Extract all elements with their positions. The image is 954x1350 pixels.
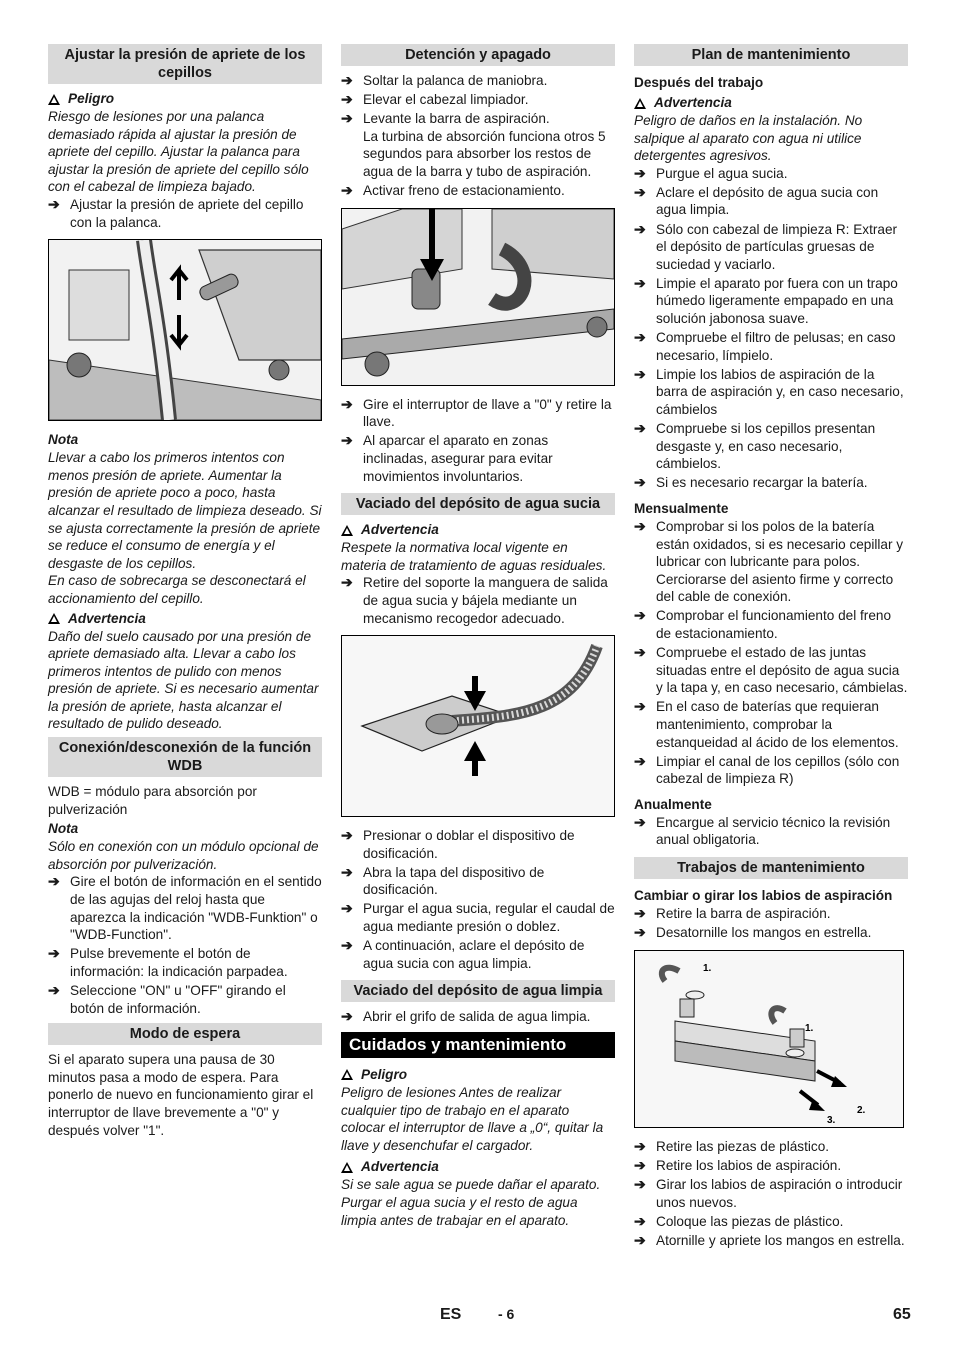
figure-drain-hose bbox=[341, 635, 615, 817]
step-item bbox=[48, 945, 322, 980]
step-text: Limpie el aparato por fuera con un trapo húmedo ligeramente empapado en una solución jabonosa suave. bbox=[656, 275, 898, 327]
step-text: Purgue el agua sucia. bbox=[656, 165, 788, 181]
step-item bbox=[634, 814, 908, 849]
parking-brake-illustration bbox=[342, 209, 614, 385]
arrow-right-icon: ➔ bbox=[634, 1212, 646, 1229]
step-list bbox=[634, 518, 908, 788]
section-title-clean-water: Vaciado del depósito de agua limpia bbox=[341, 980, 615, 1002]
arrow-right-icon: ➔ bbox=[341, 432, 353, 449]
note-label: Nota bbox=[48, 821, 79, 837]
note-label: Nota bbox=[48, 432, 79, 448]
step-item bbox=[341, 864, 615, 899]
arrow-right-icon: ➔ bbox=[341, 827, 353, 844]
step-item bbox=[341, 72, 615, 90]
arrow-right-icon: ➔ bbox=[341, 863, 353, 880]
column-right bbox=[634, 44, 908, 1251]
section-title-stop: Detención y apagado bbox=[341, 44, 615, 66]
step-text: Activar freno de estacionamiento. bbox=[363, 183, 565, 199]
wdb-definition: WDB = módulo para absorción por pulverización bbox=[48, 784, 257, 817]
arrow-right-icon: ➔ bbox=[634, 698, 646, 715]
step-item bbox=[634, 1138, 908, 1156]
arrow-right-icon: ➔ bbox=[634, 164, 646, 181]
step-item bbox=[341, 432, 615, 485]
column-middle bbox=[341, 44, 615, 1229]
step-text: Ajustar la presión de apriete del cepillo con la palanca. bbox=[70, 196, 304, 230]
step-item bbox=[634, 644, 908, 697]
step-item bbox=[341, 1008, 615, 1026]
danger-text: Riesgo de lesiones por una palanca demasiado rápida al ajustar la presión de apriete del cepillo. Ajustar la palanca para ajustar la presión de apriete del cepillo sólo con el cabezal de limpieza bajado. bbox=[48, 109, 309, 195]
note-text-overload: En caso de sobrecarga se desconectará el accionamiento del cepillo. bbox=[48, 573, 306, 606]
step-text: Seleccione "ON" u "OFF" girando el botón de información. bbox=[70, 983, 286, 1016]
step-item bbox=[634, 905, 908, 923]
figure-parking-brake bbox=[341, 208, 615, 386]
note-text: Sólo en conexión con un módulo opcional de absorción por pulverización. bbox=[48, 839, 319, 872]
step-list bbox=[341, 574, 615, 627]
step-item bbox=[634, 607, 908, 642]
standby-text: Si el aparato supera una pausa de 30 minutos pasa a modo de espera. Para ponerlo de nuevo en funcionamiento girar el interruptor de llave brevemente a "0" y después volver "1". bbox=[48, 1052, 314, 1138]
step-text: Limpie los labios de aspiración de la barra de aspiración y, en caso necesario, cámbielos bbox=[656, 366, 904, 417]
danger-label: Peligro bbox=[48, 90, 322, 108]
step-text: Abrir el grifo de salida de agua limpia. bbox=[363, 1009, 591, 1025]
step-text: Encargue al servicio técnico la revisión anual obligatoria. bbox=[656, 814, 891, 848]
arrow-right-icon: ➔ bbox=[634, 420, 646, 437]
arrow-right-icon: ➔ bbox=[48, 945, 60, 962]
step-text: Pulse brevemente el botón de información: la indicación parpadea. bbox=[70, 946, 288, 979]
callout-2: 2. bbox=[857, 1104, 866, 1116]
step-text: En el caso de baterías que requieran mantenimiento, comprobar la estanqueidad al ácido de los elementos. bbox=[656, 699, 899, 750]
step-text: Retire la barra de aspiración. bbox=[656, 906, 831, 922]
footer-local-page: - 6 bbox=[498, 1306, 515, 1322]
step-list bbox=[341, 1008, 615, 1026]
arrow-right-icon: ➔ bbox=[634, 274, 646, 291]
section-title-brush-pressure: Ajustar la presión de apriete de los cepillos bbox=[48, 44, 322, 84]
arrow-right-icon: ➔ bbox=[341, 900, 353, 917]
column-left bbox=[48, 44, 322, 1139]
danger-text: Peligro de lesiones Antes de realizar cualquier tipo de trabajo en el aparato colocar el interruptor de llave a „0“, quitar la llave y desenchufar el cargador. bbox=[341, 1084, 604, 1153]
footer-language: ES bbox=[440, 1306, 462, 1323]
warning-triangle-icon bbox=[341, 1069, 353, 1080]
section-title-standby: Modo de espera bbox=[48, 1023, 322, 1045]
warning-label: Advertencia bbox=[634, 94, 908, 112]
step-list bbox=[634, 814, 908, 849]
warning-triangle-icon bbox=[48, 94, 60, 105]
arrow-right-icon: ➔ bbox=[634, 752, 646, 769]
subheading-monthly: Mensualmente bbox=[634, 500, 729, 516]
step-text: Coloque las piezas de plástico. bbox=[656, 1213, 844, 1229]
step-item bbox=[634, 184, 908, 219]
arrow-right-icon: ➔ bbox=[48, 195, 60, 212]
step-item bbox=[341, 396, 615, 431]
note-text: Llevar a cabo los primeros intentos con menos presión de apriete. Aumentar la presión de apriete poco a poco, hasta alcanzar el resultado de limpieza deseado. Si se ajusta correctamente la presión de apriete se reduce el consumo de energía y el desgaste de los cepillos. bbox=[48, 450, 322, 571]
figure-brush-lever bbox=[48, 239, 322, 421]
step-text: Girar los labios de aspiración o introducir unos nuevos. bbox=[656, 1176, 903, 1210]
step-text: Retire del soporte la manguera de salida de agua sucia y bájela mediante un mecanismo recogedor adecuado. bbox=[363, 575, 608, 626]
step-item bbox=[634, 1157, 908, 1175]
step-list bbox=[634, 905, 908, 942]
step-item bbox=[634, 221, 908, 274]
step-text: Compruebe si los cepillos presentan desgaste y, en caso necesario, cámbielos. bbox=[656, 421, 876, 472]
step-text: Compruebe el estado de las juntas situadas entre el depósito de agua sucia y la tapa y, en caso necesario, cámbielas. bbox=[656, 645, 908, 696]
arrow-right-icon: ➔ bbox=[341, 937, 353, 954]
arrow-right-icon: ➔ bbox=[634, 1231, 646, 1248]
warning-text: Respete la normativa local vigente en materia de tratamiento de aguas residuales. bbox=[341, 540, 607, 573]
step-item bbox=[634, 275, 908, 328]
danger-label: Peligro bbox=[341, 1066, 615, 1084]
step-list bbox=[634, 165, 908, 492]
step-text: Soltar la palanca de maniobra. bbox=[363, 73, 548, 88]
warning-triangle-icon bbox=[48, 613, 60, 624]
arrow-right-icon: ➔ bbox=[634, 474, 646, 491]
step-item bbox=[634, 474, 908, 492]
arrow-right-icon: ➔ bbox=[341, 395, 353, 412]
arrow-right-icon: ➔ bbox=[634, 607, 646, 624]
step-text: A continuación, aclare el depósito de agua sucia con agua limpia. bbox=[363, 938, 585, 971]
chapter-title: Cuidados y mantenimiento bbox=[341, 1032, 615, 1058]
section-title-wdb: Conexión/desconexión de la función WDB bbox=[48, 737, 322, 777]
step-item bbox=[634, 165, 908, 183]
step-item bbox=[634, 329, 908, 364]
step-list bbox=[341, 827, 615, 972]
drain-hose-illustration bbox=[342, 636, 614, 816]
step-text: Limpiar el canal de los cepillos (sólo con cabezal de limpieza R) bbox=[656, 753, 900, 787]
step-text: Presionar o doblar el dispositivo de dosificación. bbox=[363, 828, 575, 861]
section-title-dirty-water: Vaciado del depósito de agua sucia bbox=[341, 493, 615, 515]
arrow-right-icon: ➔ bbox=[634, 1175, 646, 1192]
step-item bbox=[341, 937, 615, 972]
footer-page-number: 65 bbox=[893, 1306, 911, 1323]
step-item bbox=[634, 1232, 908, 1250]
step-list bbox=[48, 873, 322, 1017]
subheading-after-work: Después del trabajo bbox=[634, 75, 764, 90]
step-text: Comprobar el funcionamiento del freno de estacionamiento. bbox=[656, 608, 892, 642]
step-list bbox=[341, 72, 615, 200]
step-text: Desatornille los mangos en estrella. bbox=[656, 925, 872, 941]
step-text: Levante la barra de aspiración. La turbina de absorción funciona otros 5 segundos para absorber los restos de agua de la barra y tubo de aspiración. bbox=[363, 111, 606, 179]
subheading-yearly: Anualmente bbox=[634, 796, 712, 812]
step-text: Compruebe el filtro de pelusas; en caso necesario, límpielo. bbox=[656, 330, 896, 363]
step-text: Comprobar si los polos de la batería están oxidados, si es necesario cepillar y lubricar con lubricante para polos. Cerciorarse del asiento firme y correcto del cable de conexión. bbox=[656, 518, 904, 605]
step-text: Purgar el agua sucia, regular el caudal de agua mediante presión o doblez. bbox=[363, 901, 615, 935]
step-item bbox=[341, 827, 615, 862]
step-item bbox=[634, 420, 908, 473]
arrow-right-icon: ➔ bbox=[341, 72, 353, 88]
squeegee-illustration bbox=[635, 951, 903, 1127]
section-title-maintenance-plan: Plan de mantenimiento bbox=[634, 44, 908, 66]
step-item bbox=[341, 182, 615, 200]
step-item bbox=[634, 924, 908, 942]
arrow-right-icon: ➔ bbox=[634, 644, 646, 661]
arrow-right-icon: ➔ bbox=[634, 1156, 646, 1173]
arrow-right-icon: ➔ bbox=[634, 220, 646, 237]
step-text: Aclare el depósito de agua sucia con agua limpia. bbox=[656, 184, 879, 218]
callout-3: 3. bbox=[827, 1114, 836, 1126]
arrow-right-icon: ➔ bbox=[48, 873, 60, 890]
callout-1: 1. bbox=[805, 1022, 814, 1034]
arrow-right-icon: ➔ bbox=[341, 110, 353, 127]
step-item bbox=[634, 518, 908, 606]
warning-text: Si se sale agua se puede dañar el aparato. Purgar el agua sucia y el resto de agua limpia antes de trabajar en el aparato. bbox=[341, 1177, 601, 1228]
step-text: Elevar el cabezal limpiador. bbox=[363, 92, 529, 108]
step-item bbox=[341, 110, 615, 180]
arrow-right-icon: ➔ bbox=[341, 182, 353, 199]
arrow-right-icon: ➔ bbox=[48, 982, 60, 998]
arrow-right-icon: ➔ bbox=[634, 813, 646, 830]
step-text: Retire los labios de aspiración. bbox=[656, 1157, 842, 1173]
step-item bbox=[634, 753, 908, 788]
figure-squeegee bbox=[634, 950, 904, 1128]
step-item bbox=[48, 873, 322, 943]
arrow-right-icon: ➔ bbox=[341, 91, 353, 108]
step-item bbox=[634, 1176, 908, 1211]
step-item bbox=[341, 574, 615, 627]
arrow-right-icon: ➔ bbox=[634, 365, 646, 382]
step-list bbox=[341, 396, 615, 485]
step-item bbox=[634, 1213, 908, 1231]
arrow-right-icon: ➔ bbox=[634, 183, 646, 200]
step-text: Retire las piezas de plástico. bbox=[656, 1138, 830, 1154]
step-text: Si es necesario recargar la batería. bbox=[656, 475, 868, 491]
warning-text: Daño del suelo causado por una presión de apriete demasiado alta. Llevar a cabo los primeros intentos de pulido con menos presión de apriete. Si es necesario aumentar la presión de apriete, hasta alcanzar el resultado de pulido deseado. bbox=[48, 628, 319, 732]
step-text: Gire el interruptor de llave a "0" y retire la llave. bbox=[363, 396, 612, 430]
arrow-right-icon: ➔ bbox=[634, 1137, 646, 1154]
warning-text: Peligro de daños en la instalación. No salpique al aparato con agua ni utilice detergentes agresivos. bbox=[634, 113, 863, 164]
subheading-squeegee-lips: Cambiar o girar los labios de aspiración bbox=[634, 888, 893, 904]
step-text: Al aparcar el aparato en zonas inclinadas, asegurar para evitar movimientos involuntarios. bbox=[363, 433, 553, 484]
step-item bbox=[634, 366, 908, 419]
step-item bbox=[341, 900, 615, 935]
arrow-right-icon: ➔ bbox=[341, 1008, 353, 1025]
warning-label: Advertencia bbox=[48, 610, 322, 628]
warning-triangle-icon bbox=[341, 525, 353, 536]
step-text: Atornille y apriete los mangos en estrella. bbox=[656, 1232, 905, 1248]
arrow-right-icon: ➔ bbox=[634, 905, 646, 922]
warning-label: Advertencia bbox=[341, 1158, 615, 1176]
step-text: Abra la tapa del dispositivo de dosificación. bbox=[363, 864, 545, 898]
step-text: Sólo con cabezal de limpieza R: Extraer el depósito de partículas gruesas de suciedad y vaciarlo. bbox=[656, 221, 898, 272]
step-item bbox=[48, 196, 322, 231]
step-item bbox=[634, 698, 908, 751]
section-title-maintenance-work: Trabajos de mantenimiento bbox=[634, 857, 908, 879]
arrow-right-icon: ➔ bbox=[634, 924, 646, 941]
warning-triangle-icon bbox=[341, 1162, 353, 1173]
step-list bbox=[634, 1138, 908, 1250]
step-item bbox=[48, 982, 322, 1017]
step-item bbox=[341, 91, 615, 109]
step-text: Gire el botón de información en el sentido de las agujas del reloj hasta que aparezca la indicación "WDB-Funktion" o "WDB-Function". bbox=[70, 874, 322, 943]
arrow-right-icon: ➔ bbox=[341, 574, 353, 591]
warning-label: Advertencia bbox=[341, 521, 615, 539]
callout-1: 1. bbox=[703, 962, 712, 974]
arrow-right-icon: ➔ bbox=[634, 517, 646, 534]
brush-lever-illustration bbox=[49, 240, 321, 420]
warning-triangle-icon bbox=[634, 98, 646, 109]
step-list bbox=[48, 196, 322, 231]
arrow-right-icon: ➔ bbox=[634, 329, 646, 346]
